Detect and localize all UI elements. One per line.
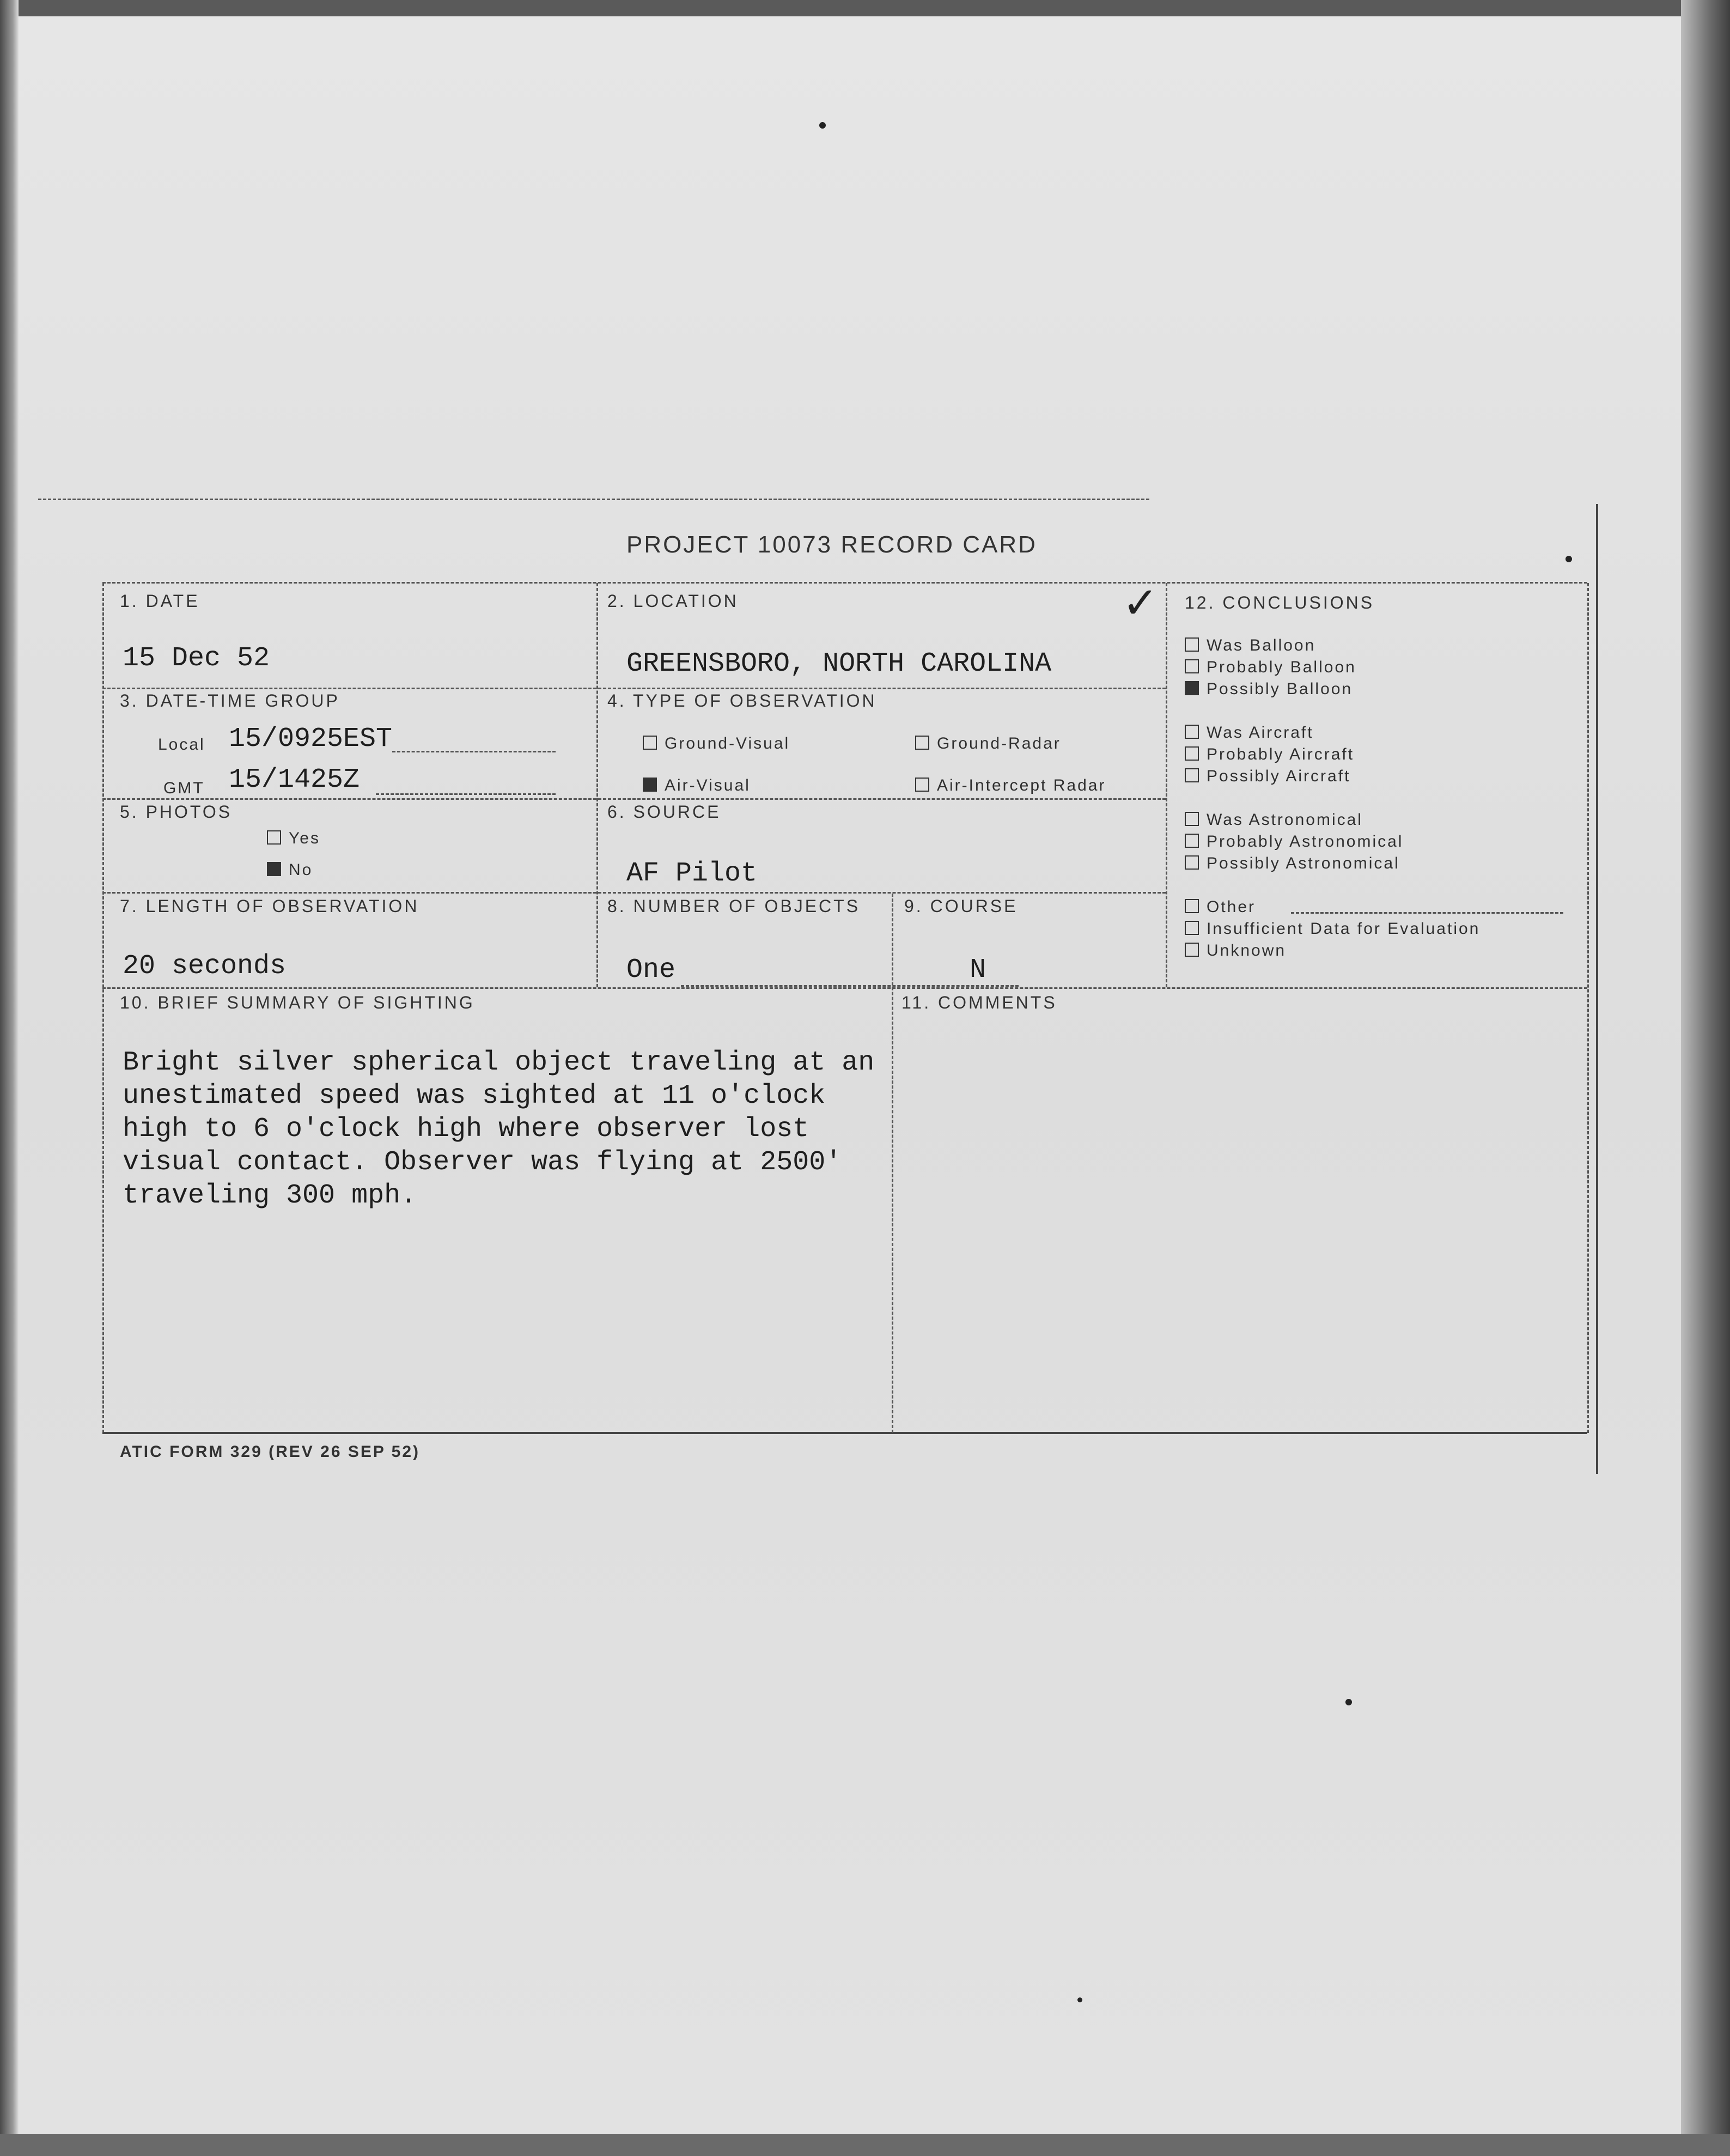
checkbox-was-astronomical bbox=[1185, 812, 1199, 826]
scan-frame-bottom bbox=[0, 2134, 1730, 2156]
summary-line: unestimated speed was sighted at 11 o'clock bbox=[123, 1080, 826, 1112]
conclusion-probably-aircraft: Probably Aircraft bbox=[1185, 745, 1354, 764]
fill-line bbox=[681, 985, 1019, 987]
length-of-observation-label: 7. LENGTH OF OBSERVATION bbox=[120, 896, 419, 916]
length-of-observation-value: 20 seconds bbox=[123, 951, 287, 982]
checkbox-air-intercept-radar bbox=[915, 778, 929, 792]
form-top-border bbox=[102, 582, 1587, 584]
card-right-border bbox=[1587, 583, 1589, 1433]
conclusion-insufficient-data: Insufficient Data for Evaluation bbox=[1185, 920, 1480, 938]
scan-frame-right bbox=[1681, 0, 1730, 2156]
summary-line: Bright silver spherical object traveling at an bbox=[123, 1047, 875, 1078]
row-rule bbox=[102, 987, 1587, 989]
checkbox-air-visual-checked bbox=[643, 778, 657, 792]
conclusion-was-balloon: Was Balloon bbox=[1185, 636, 1315, 655]
conclusion-probably-balloon: Probably Balloon bbox=[1185, 658, 1356, 677]
summary-line: visual contact. Observer was flying at 2500' bbox=[123, 1147, 842, 1178]
option-photos-no: No bbox=[267, 861, 313, 879]
checkbox-possibly-balloon-checked bbox=[1185, 681, 1199, 695]
scan-speck bbox=[819, 122, 826, 129]
local-time-value: 15/0925EST bbox=[229, 724, 393, 755]
conclusion-was-aircraft: Was Aircraft bbox=[1185, 724, 1314, 742]
course-value: N bbox=[970, 955, 986, 986]
column-rule bbox=[596, 583, 598, 987]
form-number: ATIC FORM 329 (REV 26 SEP 52) bbox=[120, 1443, 421, 1461]
comments-label: 11. COMMENTS bbox=[901, 993, 1057, 1012]
option-photos-yes: Yes bbox=[267, 829, 320, 848]
source-value: AF Pilot bbox=[626, 858, 758, 889]
date-label: 1. DATE bbox=[120, 591, 200, 611]
checkbox-probably-astronomical bbox=[1185, 834, 1199, 848]
row-rule bbox=[102, 892, 1166, 894]
brief-summary-text bbox=[123, 1046, 885, 1212]
card-left-border bbox=[102, 583, 104, 1433]
conclusion-possibly-astronomical: Possibly Astronomical bbox=[1185, 854, 1400, 873]
scan-speck bbox=[1077, 1997, 1082, 2002]
conclusion-other: Other bbox=[1185, 898, 1256, 916]
date-time-group-label: 3. DATE-TIME GROUP bbox=[120, 691, 340, 710]
conclusions-rule bbox=[1166, 583, 1167, 987]
conclusion-probably-astronomical: Probably Astronomical bbox=[1185, 833, 1403, 851]
option-ground-radar: Ground-Radar bbox=[915, 734, 1061, 753]
checkbox-probably-balloon bbox=[1185, 659, 1199, 673]
checkbox-possibly-astronomical bbox=[1185, 855, 1199, 870]
card-top-rule bbox=[38, 499, 1149, 500]
brief-summary-label: 10. BRIEF SUMMARY OF SIGHTING bbox=[120, 993, 475, 1012]
checkbox-other bbox=[1185, 899, 1199, 913]
summary-line: high to 6 o'clock high where observer lost bbox=[123, 1114, 809, 1145]
conclusion-possibly-balloon: Possibly Balloon bbox=[1185, 680, 1353, 699]
scan-speck bbox=[1565, 556, 1572, 562]
local-time-label: Local bbox=[158, 736, 205, 754]
date-value: 15 Dec 52 bbox=[123, 643, 270, 674]
card-title: PROJECT 10073 RECORD CARD bbox=[626, 531, 1037, 558]
photos-label: 5. PHOTOS bbox=[120, 802, 233, 822]
fill-line bbox=[392, 751, 556, 752]
conclusion-was-astronomical: Was Astronomical bbox=[1185, 811, 1363, 829]
row-rule bbox=[102, 688, 1166, 689]
checkbox-photos-yes bbox=[267, 830, 281, 845]
card-right-edge bbox=[1596, 504, 1598, 1474]
summary-line: traveling 300 mph. bbox=[123, 1180, 417, 1211]
type-of-observation-label: 4. TYPE OF OBSERVATION bbox=[607, 691, 877, 710]
row-rule bbox=[102, 798, 1166, 800]
option-air-intercept-radar: Air-Intercept Radar bbox=[915, 776, 1106, 795]
checkbox-photos-no-checked bbox=[267, 862, 281, 876]
location-value: GREENSBORO, NORTH CAROLINA bbox=[626, 648, 1052, 679]
source-label: 6. SOURCE bbox=[607, 802, 721, 822]
course-label: 9. COURSE bbox=[904, 896, 1018, 916]
form-bottom-border bbox=[102, 1432, 1587, 1434]
scan-frame-top bbox=[0, 0, 1730, 16]
checkbox-was-balloon bbox=[1185, 637, 1199, 652]
checkmark-icon: ✓ bbox=[1122, 579, 1159, 627]
gmt-time-value: 15/1425Z bbox=[229, 764, 360, 795]
checkbox-ground-visual bbox=[643, 736, 657, 750]
checkbox-probably-aircraft bbox=[1185, 746, 1199, 761]
number-of-objects-label: 8. NUMBER OF OBJECTS bbox=[607, 896, 861, 916]
checkbox-unknown bbox=[1185, 943, 1199, 957]
checkbox-insufficient-data bbox=[1185, 921, 1199, 935]
location-label: 2. LOCATION bbox=[607, 591, 739, 611]
number-of-objects-value: One bbox=[626, 955, 676, 986]
conclusions-label: 12. CONCLUSIONS bbox=[1185, 593, 1375, 612]
scan-frame-left bbox=[0, 0, 19, 2156]
checkbox-possibly-aircraft bbox=[1185, 768, 1199, 782]
fill-line bbox=[1291, 912, 1563, 914]
scan-speck bbox=[1345, 1699, 1352, 1705]
conclusion-unknown: Unknown bbox=[1185, 942, 1286, 960]
gmt-time-label: GMT bbox=[163, 779, 205, 797]
conclusion-possibly-aircraft: Possibly Aircraft bbox=[1185, 767, 1350, 786]
option-air-visual: Air-Visual bbox=[643, 776, 751, 795]
column-rule bbox=[892, 894, 893, 1433]
option-ground-visual: Ground-Visual bbox=[643, 734, 790, 753]
checkbox-ground-radar bbox=[915, 736, 929, 750]
fill-line bbox=[376, 793, 556, 795]
checkbox-was-aircraft bbox=[1185, 725, 1199, 739]
